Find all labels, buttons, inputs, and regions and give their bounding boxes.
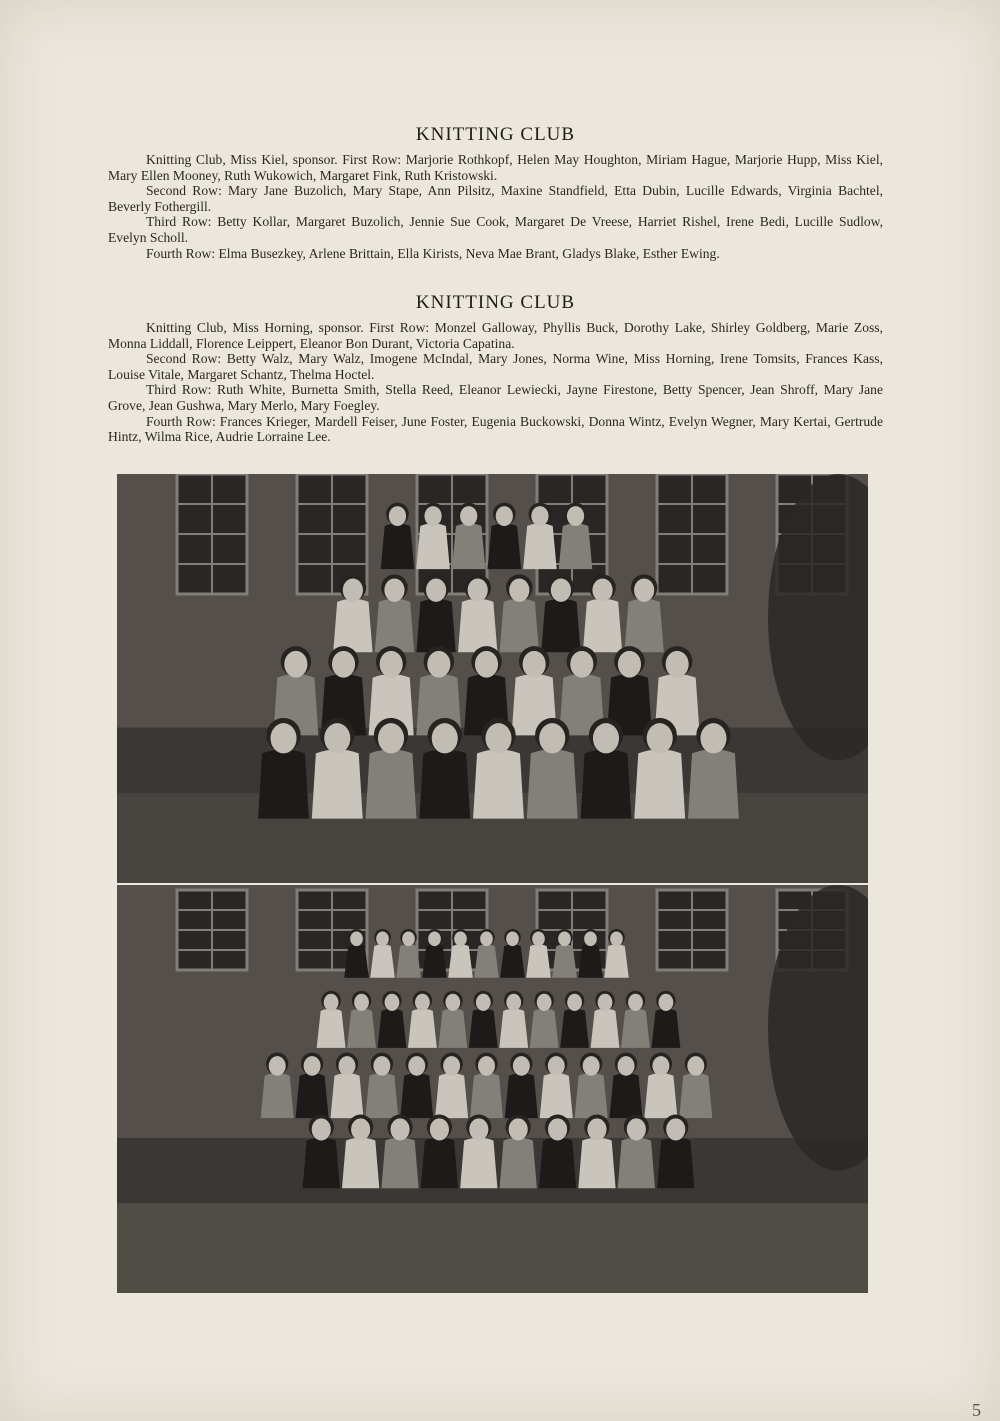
knitting-club-kiel-section — [108, 124, 883, 261]
caption-third-row: Third Row: Betty Kollar, Margaret Buzolich, Jennie Sue Cook, Margaret De Vreese, Harriet Rishel, Irene Bedi, Lucille Sudlow, Evelyn Scholl. — [108, 214, 883, 245]
caption-second-row: Second Row: Mary Jane Buzolich, Mary Stape, Ann Pilsitz, Maxine Standfield, Etta Dubin, Lucille Edwards, Virginia Bachtel, Beverly Fothergill. — [108, 183, 883, 214]
caption-first-row: Knitting Club, Miss Horning, sponsor. First Row: Monzel Galloway, Phyllis Buck, Dorothy Lake, Shirley Goldberg, Marie Zoss, Monna Liddall, Florence Leippert, Eleanor Bon Durant, Victoria Capatina. — [108, 320, 883, 351]
group-photo-top-image — [117, 474, 868, 883]
group-photo-bottom-image — [117, 885, 868, 1293]
page-number: 5 — [972, 1400, 981, 1420]
group-photo-top — [117, 474, 868, 883]
caption-third-row: Third Row: Ruth White, Burnetta Smith, Stella Reed, Eleanor Lewiecki, Jayne Firestone, Betty Spencer, Jean Shroff, Mary Jane Grove, Jean Gushwa, Mary Merlo, Mary Foegley. — [108, 382, 883, 413]
section-heading: KNITTING CLUB — [415, 292, 576, 313]
knitting-club-horning-section — [108, 292, 883, 445]
caption-fourth-row: Fourth Row: Elma Busezkey, Arlene Brittain, Ella Kirists, Neva Mae Brant, Gladys Blake, Esther Ewing. — [146, 245, 720, 261]
caption-fourth-row: Fourth Row: Frances Krieger, Mardell Feiser, June Foster, Eugenia Buckowski, Donna Wintz, Evelyn Wegner, Mary Kertai, Gertrude Hintz, Wilma Rice, Audrie Lorraine Lee. — [108, 413, 883, 445]
section-heading: KNITTING CLUB — [415, 124, 576, 145]
caption-second-row: Second Row: Betty Walz, Mary Walz, Imogene McIndal, Mary Jones, Norma Wine, Miss Horning, Irene Tomsits, Frances Kass, Louise Vitale, Margaret Schantz, Thelma Hoctel. — [108, 351, 883, 382]
caption-first-row: Knitting Club, Miss Kiel, sponsor. First Row: Marjorie Rothkopf, Helen May Houghton, Miriam Hague, Marjorie Hupp, Miss Kiel, Mary Ellen Mooney, Ruth Wukowich, Margaret Fink, Ruth Kristowski. — [108, 152, 883, 183]
group-photo-bottom — [117, 885, 868, 1293]
